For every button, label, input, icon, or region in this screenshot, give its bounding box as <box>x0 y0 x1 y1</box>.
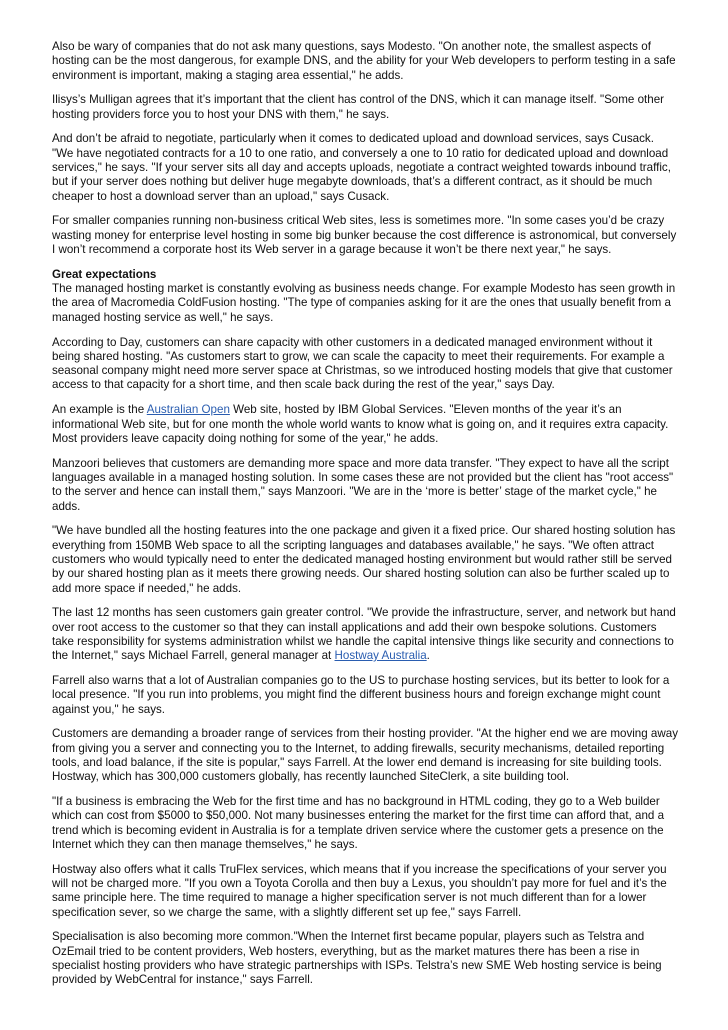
paragraph-broader-services: Customers are demanding a broader range of services from their hosting provider. "At the higher end we are moving away from giving you a server and connecting you to the Internet, to adding firewalls, security mechanisms, detailed reporting tools, and load balance, if the site is popular," says Farrell. At the lower end demand is increasing for site building tools. Hostway, which has 300,000 customers globally, has recently launched SiteClerk, a site building tool. <box>52 727 678 784</box>
paragraph-bundled-features: "We have bundled all the hosting features into the one package and given it a fixed price. Our shared hosting solution has everything from 150MB Web space to all the scripting languages and databases available," he says. "We often attract customers who would typically need to enter the dedicated managed hosting environment but would rather still be served by our shared hosting plan as it meets there growing needs. Our shared hosting solution can also be further scaled up to add more space if needed," he adds. <box>52 524 676 595</box>
paragraph-web-builder: "If a business is embracing the Web for the first time and has no background in HTML coding, they go to a Web builder which can cost from $5000 to $50,000. Not many businesses entering the market for the first time can afford that, and a trend which is becoming evident in Australia is for a template driven service where the customer gets a presence on the Internet which they can then manage themselves," he says. <box>52 795 665 851</box>
section-great-expectations <box>52 268 678 325</box>
paragraph-share-capacity: According to Day, customers can share capacity with other customers in a dedicated managed environment without it being shared hosting. "As customers start to grow, we can scale the capacity to meet their requirements. For example a seasonal company might need more server space at Christmas, so we introduced hosting models that give that customer access to that capacity for a short time, and then scale back during the rest of the year," says Day. <box>52 335 673 392</box>
paragraph-greater-control <box>52 606 678 663</box>
document-page <box>52 40 678 998</box>
section-heading: Great expectations <box>52 267 157 281</box>
hostway-australia-link[interactable]: Hostway Australia <box>334 649 427 663</box>
paragraph-australian-open <box>52 403 678 446</box>
text-segment: Web site, hosted by IBM Global Services. "Eleven months of the year it’s an informational Web site, but for one month the whole world wants to know what is going on, and it requires extra capacity. Most providers leave capacity doing nothing for some of the year," he adds. <box>52 403 669 445</box>
paragraph-local-presence: Farrell also warns that a lot of Australian companies go to the US to purchase hosting services, but its better to look for a local presence. "If you run into problems, you might find the different business hours and foreign exchange might count against you," he says. <box>52 673 670 716</box>
paragraph-managed-market: The managed hosting market is constantly evolving as business needs change. For example Modesto has seen growth in the area of Macromedia ColdFusion hosting. "The type of companies asking for it are the ones that usually benefit from a managed hosting service as well," he says. <box>52 282 676 324</box>
text-segment: . <box>426 649 430 663</box>
paragraph-manzoori: Manzoori believes that customers are demanding more space and more data transfer. "They expect to have all the script languages available in a managed hosting solution. In some cases these are not provided but the client has "root access" to the server and hence can install them," says Manzoori. "We are in the ‘more is better’ stage of the market cycle," he adds. <box>52 456 674 513</box>
text-segment: An example is the <box>52 403 147 417</box>
paragraph-specialisation: Specialisation is also becoming more common."When the Internet first became popular, players such as Telstra and OzEmail tried to be content providers, Web hosters, everything, but as the market matures there has been a rise in specialist hosting providers who have strategic partnerships with ISPs. Telstra’s new SME Web hosting service is being provided by WebCentral for instance," says Farrell. <box>52 930 662 987</box>
australian-open-link[interactable]: Australian Open <box>146 403 230 417</box>
paragraph-smaller-companies: For smaller companies running non-business critical Web sites, less is sometimes more. "In some cases you’d be crazy wasting money for enterprise level hosting in some big bunker because the cost difference is astronomical, but conversely I won’t recommend a corporate host its Web server in a garage because it won’t be there next year," he says. <box>52 214 677 257</box>
paragraph-truflex: Hostway also offers what it calls TruFlex services, which means that if you increase the specifications of your server you will not be charged more. "If you own a Toyota Corolla and then buy a Lexus, you shouldn’t pay more for fuel and it’s the same principle here. The time required to manage a higher specification server is not much different than for a lower specification sever, so we charge the same, with a slightly different set up fee," says Farrell. <box>52 862 667 919</box>
paragraph-negotiate: And don’t be afraid to negotiate, particularly when it comes to dedicated upload and download services, says Cusack. "We have negotiated contracts for a 10 to one ratio, and conversely a one to 10 ratio for dedicated upload and download services," he says. "If your server sits all day and accepts uploads, negotiate a contract weighted towards inbound traffic, but if your server does nothing but deliver huge megabyte downloads, that’s a different contract, as it should be much cheaper to host a download server than an upload," says Cusack. <box>52 132 671 203</box>
paragraph-dns-staging: Also be wary of companies that do not ask many questions, says Modesto. "On another note, the smallest aspects of hosting can be the most dangerous, for example DNS, and the ability for your Web developers to perform testing in a safe environment is important, making a staging area essential," he adds. <box>52 40 676 82</box>
text-segment: The last 12 months has seen customers gain greater control. "We provide the infrastructure, server, and network but hand over root access to the customer so that they can install applications and add their own bespoke solutions. Customers take responsibility for systems administration whilst we handle the capital intensive things like security and connections to the Internet," says Michael Farrell, general manager at <box>52 606 676 663</box>
paragraph-mulligan-dns: Ilisys’s Mulligan agrees that it’s important that the client has control of the DNS, which it can manage itself. "Some other hosting providers force you to host your DNS with them," he says. <box>52 93 665 121</box>
